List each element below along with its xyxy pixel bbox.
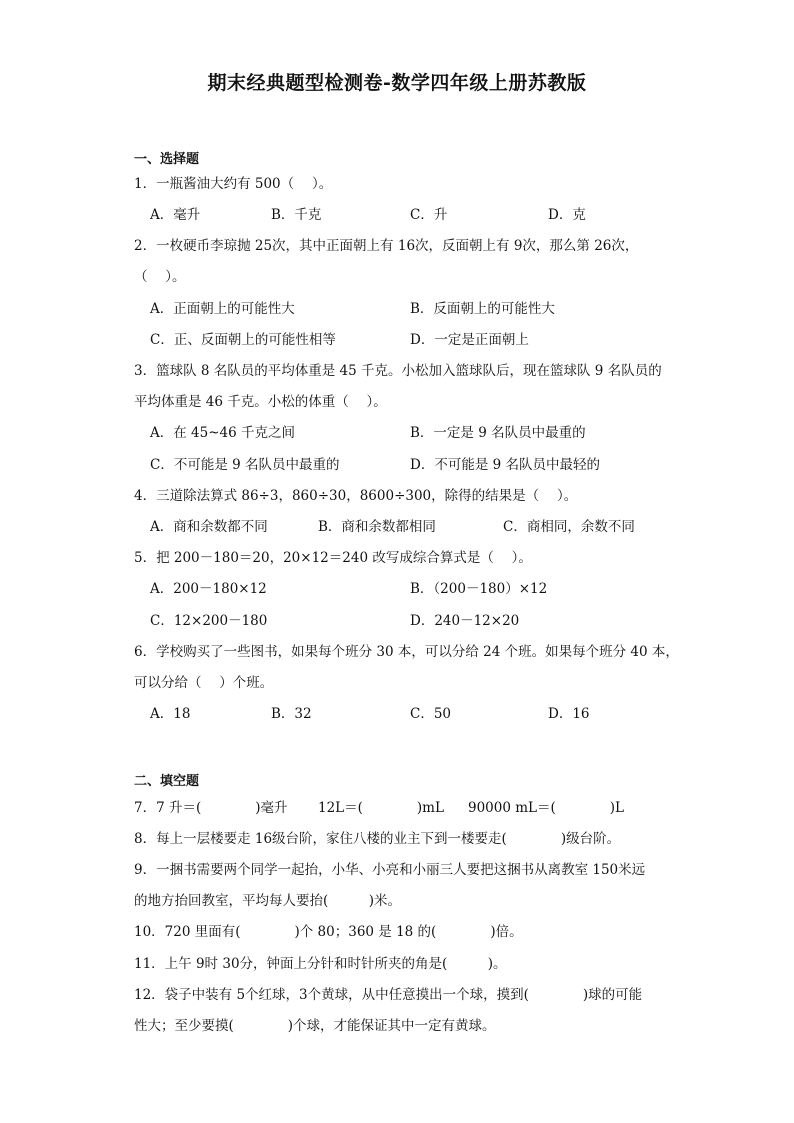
q1-option-b: B．千克 (271, 207, 322, 223)
q4-option-c: C．商相同，余数不同 (503, 519, 635, 535)
q5-option-a: A．200－180×12 (150, 581, 267, 597)
q3-option-a: A．在 45~46 千克之间 (150, 425, 295, 441)
q5-option-b: B．（200－180）×12 (410, 581, 548, 597)
question-7-part-2: 12L＝( )mL (318, 800, 444, 816)
q1-option-d: D．克 (548, 207, 586, 223)
q2-option-a: A．正面朝上的可能性大 (150, 301, 295, 317)
q6-option-b: B．32 (271, 706, 312, 722)
q5-option-d: D．240－12×20 (410, 613, 520, 629)
question-5: 5．把 200－180＝20，20×12＝240 改写成综合算式是（ ）。 (134, 550, 532, 566)
question-7-part-3: 90000 mL＝( )L (468, 800, 625, 816)
question-10: 10．720 里面有( )个 80；360 是 18 的( )倍。 (134, 924, 523, 940)
section-heading-fill: 二、填空题 (134, 774, 200, 789)
question-9-line-2: 的地方抬回教室，平均每人要抬( )米。 (134, 893, 402, 909)
question-3-line-1: 3．篮球队 8 名队员的平均体重是 45 千克。小松加入篮球队后，现在篮球队 9 名队员的 (134, 363, 662, 379)
question-4: 4．三道除法算式 86÷3，860÷30，8600÷300，除得的结果是（ ）。 (134, 488, 578, 504)
q3-option-d: D．不可能是 9 名队员中最轻的 (410, 457, 600, 473)
q4-option-a: A．商和余数都不同 (150, 519, 268, 535)
q1-option-a: A．毫升 (150, 207, 201, 223)
q3-option-c: C．不可能是 9 名队员中最重的 (150, 457, 340, 473)
question-8: 8．每上一层楼要走 16级台阶，家住八楼的业主下到一楼要走( )级台阶。 (134, 831, 621, 847)
question-11: 11．上午 9时 30分，钟面上分针和时针所夹的角是( )。 (134, 956, 507, 972)
question-2-line-1: 2．一枚硬币李琼抛 25次，其中正面朝上有 16次，反面朝上有 9次，那么第 26次， (134, 238, 639, 254)
q2-option-d: D．一定是正面朝上 (410, 332, 529, 348)
question-6-line-2: 可以分给（ ）个班。 (134, 675, 274, 691)
q5-option-c: C．12×200－180 (150, 613, 268, 629)
page-title: 期末经典题型检测卷-数学四年级上册苏教版 (207, 72, 587, 94)
q6-option-a: A．18 (150, 706, 191, 722)
q1-option-c: C．升 (410, 207, 448, 223)
q6-option-d: D．16 (548, 706, 590, 722)
section-heading-choice: 一、选择题 (134, 152, 200, 167)
question-9-line-1: 9．一捆书需要两个同学一起抬，小华、小亮和小丽三人要把这捆书从离教室 150米远 (134, 862, 646, 878)
question-6-line-1: 6．学校购买了一些图书，如果每个班分 30 本，可以分给 24 个班。如果每个班分 40 本， (134, 644, 679, 660)
question-2-line-2: （ ）。 (134, 269, 186, 285)
question-12-line-2: 性大；至少要摸( )个球，才能保证其中一定有黄球。 (134, 1018, 496, 1034)
q4-option-b: B．商和余数都相同 (318, 519, 436, 535)
question-3-line-2: 平均体重是 46 千克。小松的体重（ ）。 (134, 394, 387, 410)
q2-option-c: C．正、反面朝上的可能性相等 (150, 332, 336, 348)
question-1: 1．一瓶酱油大约有 500（ ）。 (134, 176, 333, 192)
question-7-part-1: 7．7 升＝( )毫升 (134, 800, 288, 816)
q3-option-b: B．一定是 9 名队员中最重的 (410, 425, 586, 441)
q2-option-b: B．反面朝上的可能性大 (410, 301, 555, 317)
q6-option-c: C．50 (410, 706, 452, 722)
question-12-line-1: 12．袋子中装有 5个红球，3个黄球，从中任意摸出一个球，摸到( )球的可能 (134, 987, 643, 1003)
